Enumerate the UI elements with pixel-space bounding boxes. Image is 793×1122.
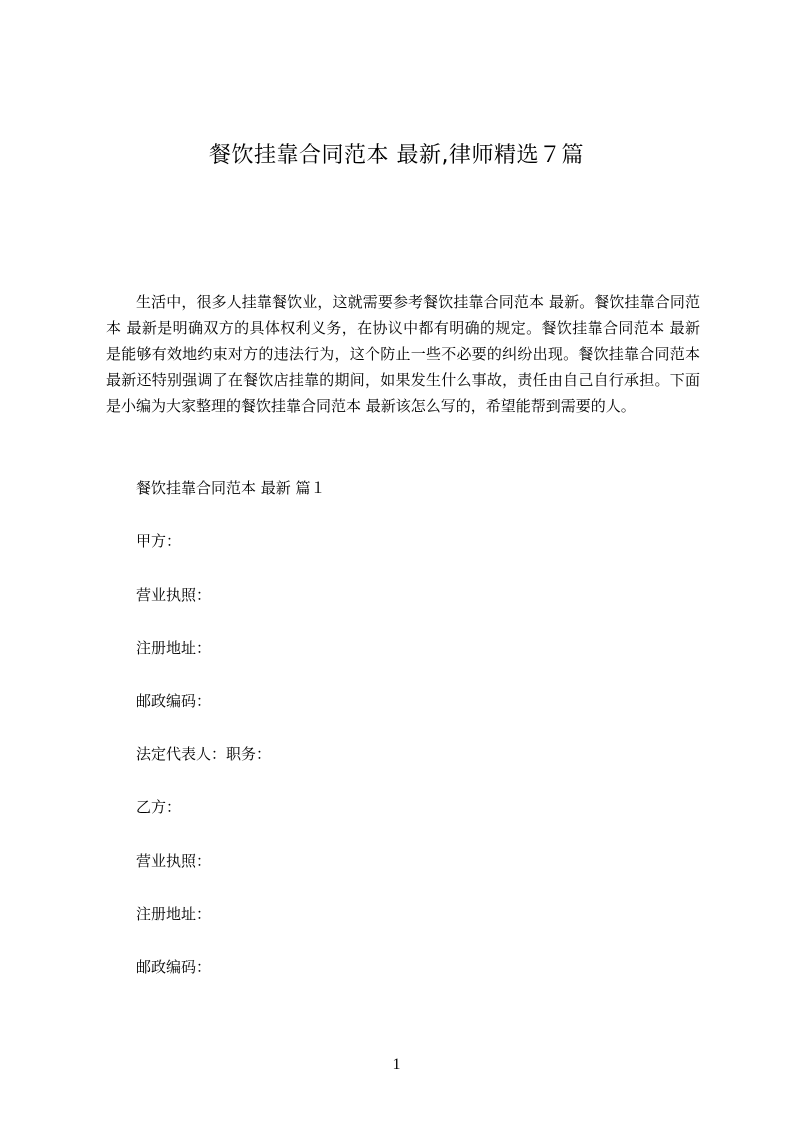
intro-paragraph: 生活中，很多人挂靠餐饮业，这就需要参考餐饮挂靠合同范本 最新。餐饮挂靠合同范本 最新是明确双方的具体权利义务，在协议中都有明确的规定。餐饮挂靠合同范本 最新是能够有效地约束对方的违法行为，这个防止一些不必要的纠纷出现。餐饮挂靠合同范本 最新还特别强调了在餐饮店挂靠的期间，如果发生什么事故，责任由自己自行承担。下面是小编为大家整理的餐饮挂靠合同范本 最新该怎么写的，希望能帮到需要的人。 [106,293,700,415]
party-b-label: 乙方： [136,798,182,816]
party-b-business-license: 营业执照： [136,852,212,870]
page-number: 1 [392,1056,401,1073]
document-title: 餐饮挂靠合同范本 最新,律师精选７篇 [209,143,584,168]
party-a-label: 甲方： [136,532,182,550]
party-b-postal-code: 邮政编码： [136,958,212,976]
party-a-legal-representative: 法定代表人：职务： [136,745,272,763]
party-a-registered-address: 注册地址： [136,639,212,657]
section-heading: 餐饮挂靠合同范本 最新 篇１ [136,479,326,497]
party-a-postal-code: 邮政编码： [136,692,212,710]
party-a-business-license: 营业执照： [136,586,212,604]
party-b-registered-address: 注册地址： [136,905,212,923]
